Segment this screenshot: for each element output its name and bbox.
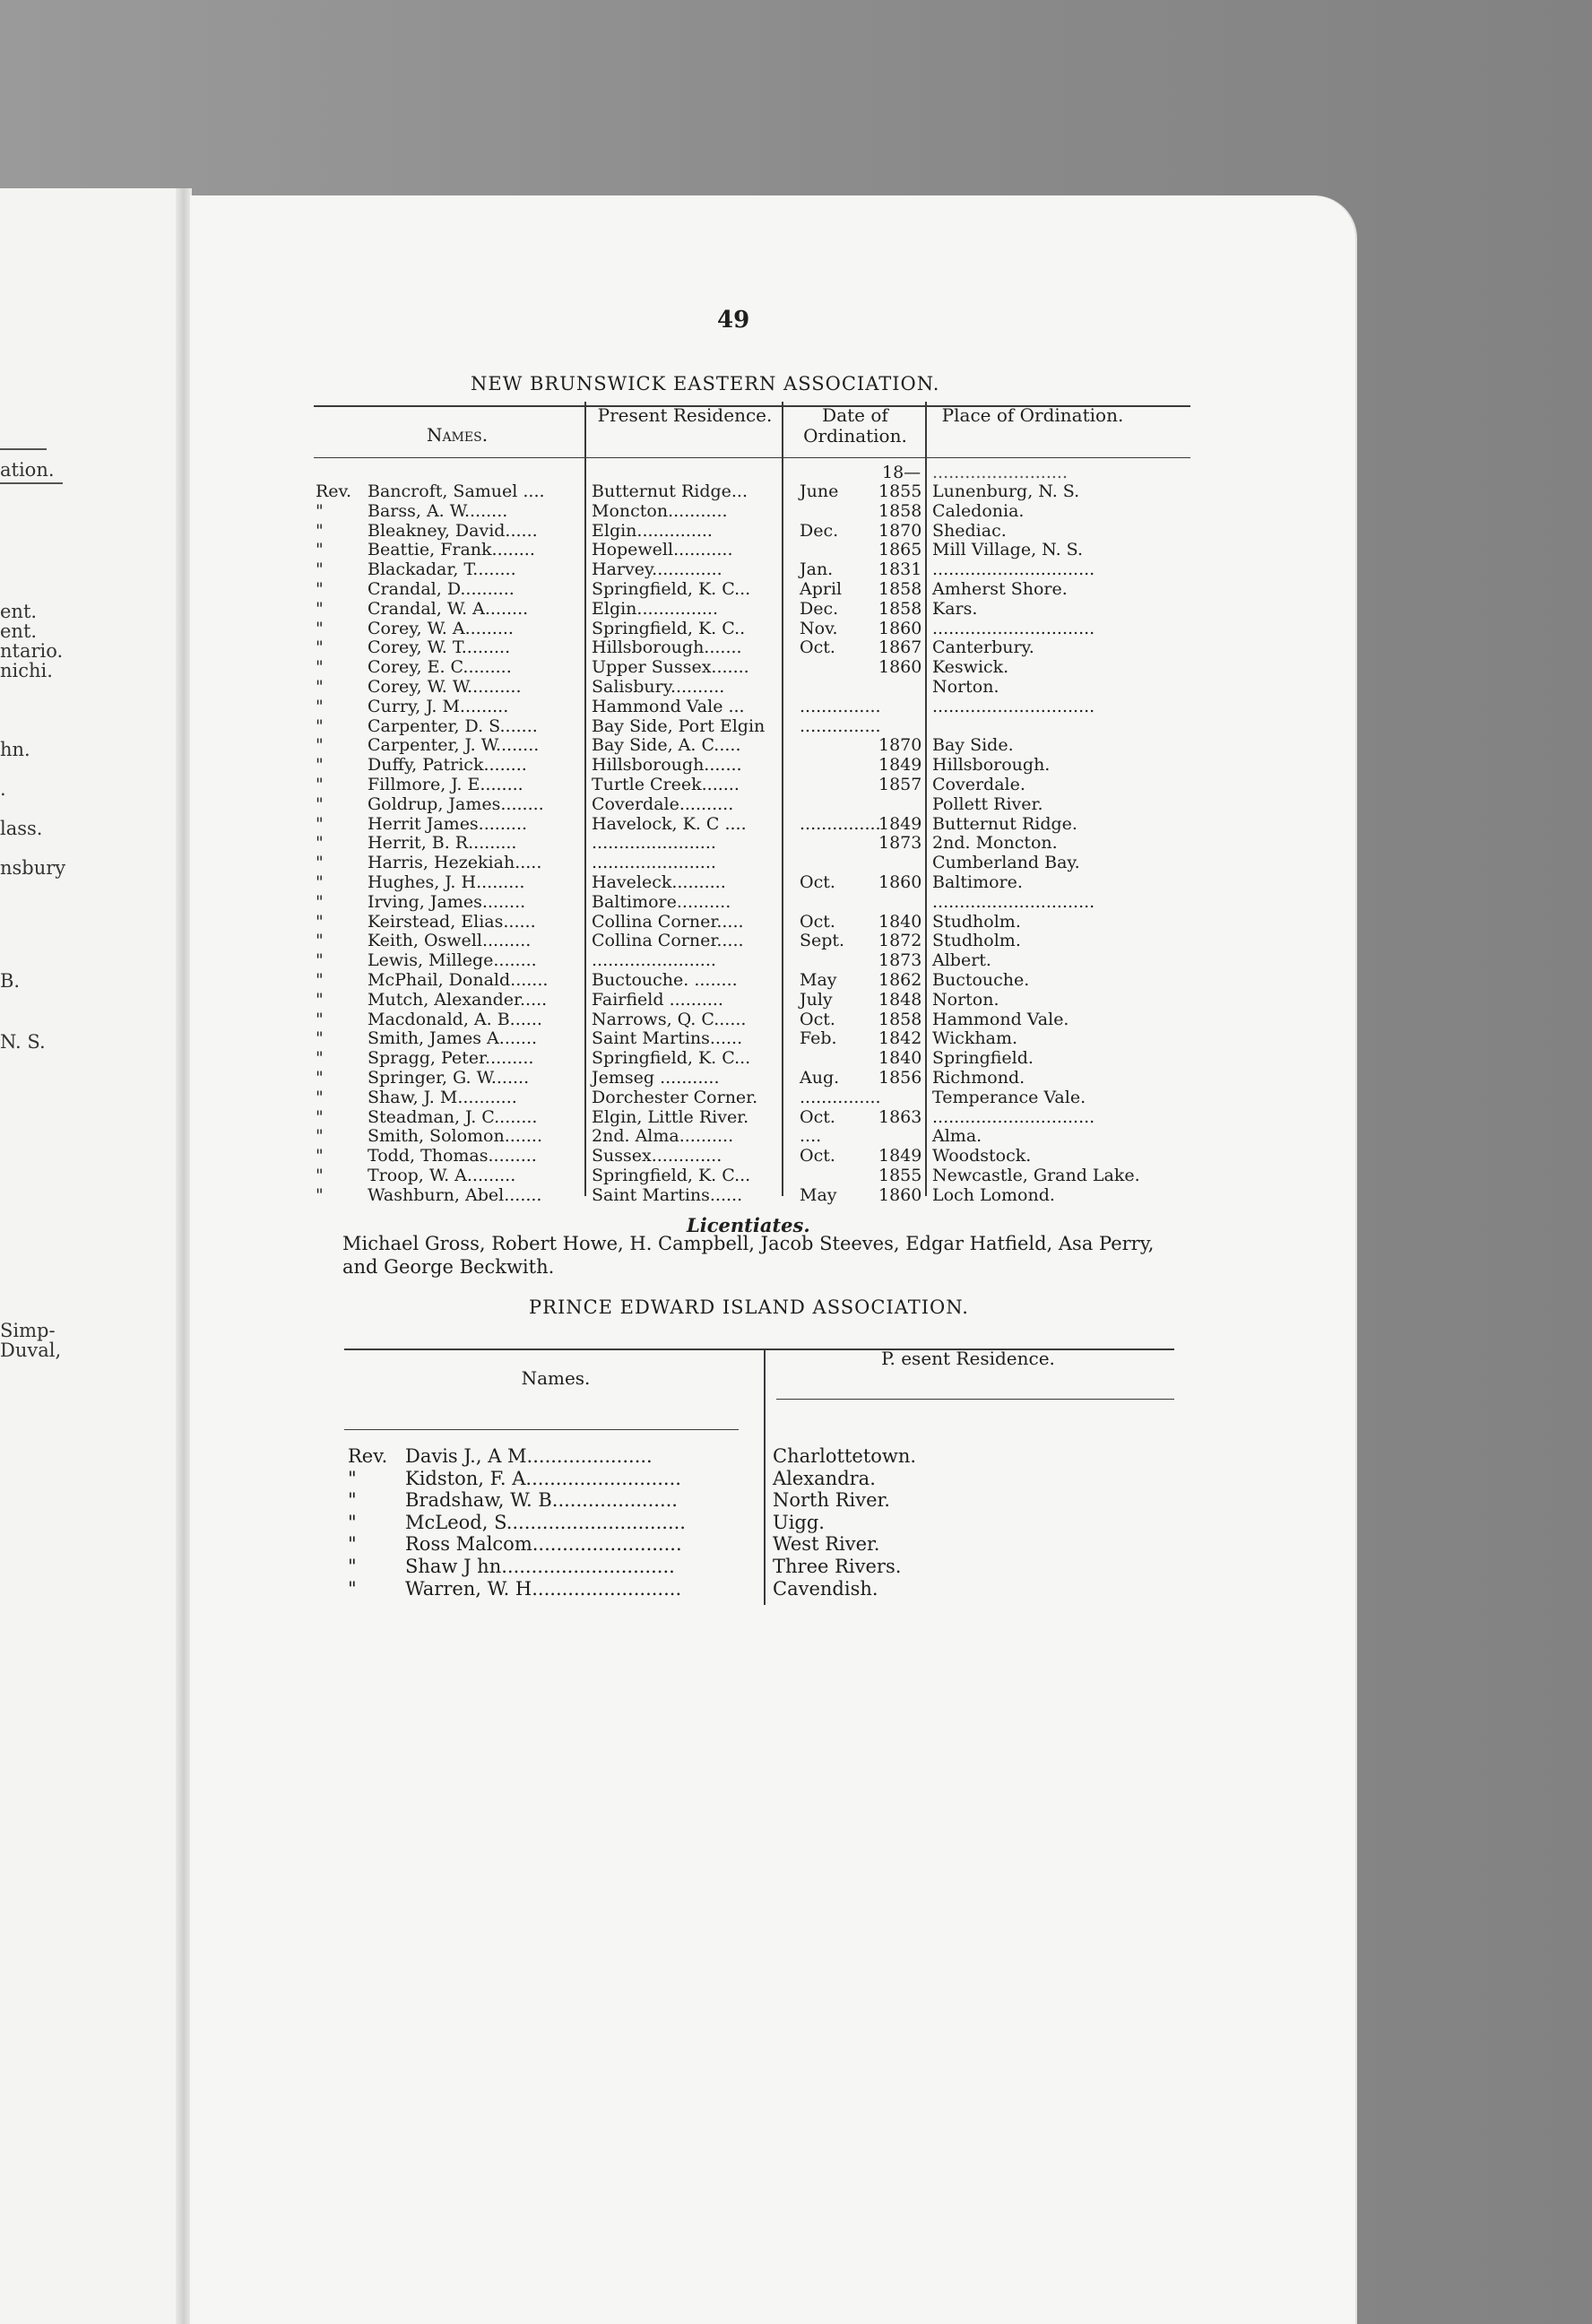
present-residence: Elgin.............. [592,520,713,541]
row-prefix: " [316,578,324,599]
table-row [316,678,1185,698]
row-prefix: " [316,891,324,912]
minister-name: Mutch, Alexander..... [368,989,548,1010]
present-residence: Upper Sussex....... [592,657,749,678]
ordination-place: Richmond. [932,1067,1025,1088]
minister-name: Curry, J. M......... [368,696,509,716]
ordination-year: 1858 [878,1009,922,1029]
row-prefix: Rev. [316,481,352,501]
row-prefix: " [316,696,324,716]
minister-name: Corey, W. W.......... [368,676,522,697]
ordination-place: Newcastle, Grand Lake. [932,1165,1140,1185]
table-row [316,854,1185,873]
row-prefix: " [316,1146,324,1166]
ordination-year: 1856 [878,1067,922,1088]
present-residence: ....................... [592,853,716,873]
page-number: 49 [717,307,750,334]
present-residence: Cavendish. [773,1577,878,1600]
left-fragment: Duval, [0,1340,62,1361]
ordination-month: .... [800,1126,822,1147]
minister-name: Herrit, B. R......... [368,833,517,854]
row-prefix: " [316,1067,324,1088]
ordination-year: 1860 [878,1184,922,1205]
row-prefix: " [316,1165,324,1185]
ordination-month: April [800,578,843,599]
left-page-rule [0,482,63,484]
table-row [316,736,1185,756]
ordination-place: Springfield. [932,1048,1034,1069]
table-row [316,1166,1185,1186]
ordination-year: 1858 [878,500,922,521]
minister-name: Kidston, F. A.......................... [405,1467,681,1489]
table-row [316,541,1185,560]
ordination-place: Keswick. [932,657,1009,678]
table-row [316,717,1185,737]
ordination-year: 1862 [878,969,922,990]
ordination-month: June [800,481,839,501]
nb-table-header-rule [314,457,1190,458]
minister-name: Blackadar, T........ [368,559,516,580]
ordination-year: 1870 [878,520,922,541]
row-prefix: " [316,715,324,736]
ordination-month: July [800,989,833,1010]
ordination-place: Cumberland Bay. [932,853,1080,873]
ordination-year: 1858 [878,578,922,599]
table-row [316,932,1185,951]
ordination-place: Canterbury. [932,637,1034,658]
minister-name: Harris, Hezekiah..... [368,853,542,873]
minister-name: Troop, W. A......... [368,1165,516,1185]
left-fragment: ent. [0,620,38,642]
ordination-month: Jan. [800,559,834,580]
minister-name: Corey, W. T......... [368,637,511,658]
present-residence: Turtle Creek....... [592,774,740,794]
ordination-month: May [800,969,837,990]
minister-name: Crandal, W. A........ [368,598,529,619]
row-prefix: " [316,1028,324,1049]
ordination-year: 1855 [878,481,922,501]
row-prefix: " [316,657,324,678]
minister-name: Smith, Solomon....... [368,1126,543,1147]
minister-name: Smith, James A....... [368,1028,538,1049]
ordination-year: 1855 [878,1165,922,1185]
minister-name: Spragg, Peter......... [368,1048,534,1069]
present-residence: ....................... [592,833,716,854]
table-row [316,991,1185,1010]
ordination-place: Amherst Shore. [932,578,1068,599]
minister-name: Shaw, J. M........... [368,1087,517,1107]
ordination-place: Lunenburg, N. S. [932,481,1080,501]
minister-name: Corey, W. A......... [368,618,514,638]
pei-header-residence: P. esent Residence. [881,1348,1055,1369]
minister-name: Ross Malcom......................... [405,1533,682,1556]
ordination-month: Aug. [800,1067,840,1088]
present-residence: Springfield, K. C... [592,1048,751,1069]
present-residence: Saint Martins...... [592,1028,743,1049]
left-fragment: ation. [0,459,55,481]
ordination-place: Kars. [932,598,978,619]
ordination-place: Coverdale. [932,774,1025,794]
ordination-place: Caledonia. [932,500,1025,521]
ordination-year: 1870 [878,735,922,756]
table-row [316,698,1185,717]
present-residence: Collina Corner..... [592,911,744,932]
ordination-month: Oct. [800,872,835,892]
row-prefix: " [348,1555,357,1577]
table-row [316,834,1185,854]
table-row [316,951,1185,971]
ordination-year: 1872 [878,931,922,951]
left-fragment: ent. [0,601,38,622]
present-residence: Elgin, Little River. [592,1106,749,1127]
row-prefix: " [316,1106,324,1127]
minister-name: Crandal, D.......... [368,578,515,599]
ordination-month: Feb. [800,1028,837,1049]
row-prefix: " [316,853,324,873]
left-fragment: N. S. [0,1031,46,1053]
minister-name: Steadman, J. C........ [368,1106,538,1127]
table-row [316,795,1185,815]
row-prefix: " [316,1009,324,1029]
table-row [316,638,1185,658]
ordination-place: .............................. [932,618,1095,638]
ordination-place: .............................. [932,1106,1095,1127]
row-prefix: " [316,1087,324,1107]
minister-name: Goldrup, James........ [368,793,544,814]
row-prefix: " [316,931,324,951]
ordination-year: 1865 [878,540,922,560]
present-residence: Springfield, K. C... [592,578,751,599]
row-prefix: Rev. [348,1445,388,1467]
left-fragment: lass. [0,818,43,839]
present-residence: Sussex............. [592,1146,722,1166]
minister-name: Carpenter, J. W........ [368,735,540,756]
ordination-year: 1863 [878,1106,922,1127]
left-fragment: B. [0,970,21,992]
table-row [316,658,1185,678]
row-prefix: " [316,520,324,541]
ordination-year: 1860 [878,657,922,678]
row-prefix: " [348,1467,357,1489]
present-residence: Coverdale.......... [592,793,734,814]
ordination-year: 1840 [878,911,922,932]
minister-name: Hughes, J. H......... [368,872,525,892]
present-residence: Dorchester Corner. [592,1087,758,1107]
minister-name: Carpenter, D. S....... [368,715,538,736]
present-residence: Springfield, K. C.. [592,618,746,638]
ordination-year: 1857 [878,774,922,794]
minister-name: Todd, Thomas......... [368,1146,537,1166]
table-row [316,873,1185,893]
ordination-year: 1840 [878,1048,922,1069]
minister-name: Duffy, Patrick........ [368,755,527,776]
left-page-rule [0,448,47,450]
minister-name: Beattie, Frank........ [368,540,535,560]
minister-name: Bleakney, David...... [368,520,538,541]
ordination-year: 1860 [878,872,922,892]
table-row [316,1029,1185,1049]
minister-name: Washburn, Abel....... [368,1184,542,1205]
present-residence: Butternut Ridge... [592,481,748,501]
row-prefix: " [348,1533,357,1556]
ordination-place: Loch Lomond. [932,1184,1055,1205]
row-prefix: " [316,833,324,854]
row-prefix: " [316,559,324,580]
ordination-place: Bay Side. [932,735,1014,756]
ordination-place: Wickham. [932,1028,1018,1049]
minister-name: Lewis, Millege........ [368,950,537,971]
present-residence: Elgin............... [592,598,719,619]
table-row [316,1127,1185,1147]
ordination-place: .............................. [932,559,1095,580]
present-residence: ....................... [592,950,716,971]
minister-name: McPhail, Donald....... [368,969,549,990]
table-row [316,1088,1185,1108]
left-fragment: ntario. [0,640,64,662]
minister-name: Bradshaw, W. B..................... [405,1489,678,1512]
licentiates-heading: Licentiates. [687,1214,810,1236]
table-row [316,913,1185,932]
pei-association-title: PRINCE EDWARD ISLAND ASSOCIATION. [529,1296,969,1318]
row-prefix: " [348,1577,357,1600]
table-row [348,1489,1155,1512]
nb-header-names: Names. [426,424,489,446]
present-residence: Hillsborough....... [592,755,742,776]
present-residence: Alexandra. [773,1467,876,1489]
present-residence: Uigg. [773,1511,825,1533]
ordination-place: Alma. [932,1126,982,1147]
present-residence: Bay Side, A. C..... [592,735,741,756]
present-residence: North River. [773,1489,890,1512]
row-prefix: " [316,774,324,794]
ordination-month: Nov. [800,618,838,638]
table-row [316,756,1185,776]
present-residence: West River. [773,1533,880,1556]
present-residence: Jemseg ........... [592,1067,720,1088]
present-residence: Springfield, K. C... [592,1165,751,1185]
table-row [316,776,1185,795]
table-row [316,1069,1185,1088]
minister-name: Keith, Oswell......... [368,931,532,951]
ordination-year: 1848 [878,989,922,1010]
ordination-place: Albert. [932,950,991,971]
ordination-month: Oct. [800,911,835,932]
minister-name: Davis J., A M..................... [405,1445,653,1467]
minister-name: Bancroft, Samuel .... [368,481,545,501]
table-row [348,1556,1155,1578]
row-prefix: " [316,813,324,834]
minister-name: Corey, E. C......... [368,657,512,678]
ordination-month: ............... [800,696,881,716]
century-prefix: 18— [882,463,921,482]
ordination-place: Buctouche. [932,969,1030,990]
ordination-month: Dec. [800,598,839,619]
left-fragment: nichi. [0,660,53,681]
table-row [316,1186,1185,1206]
ordination-year: 1858 [878,598,922,619]
row-prefix: " [316,950,324,971]
row-prefix: " [316,1184,324,1205]
table-row [316,620,1185,639]
ordination-place: Baltimore. [932,872,1023,892]
ordination-year: 1860 [878,618,922,638]
row-prefix: " [316,989,324,1010]
minister-name: Keirstead, Elias...... [368,911,536,932]
present-residence: Fairfield .......... [592,989,723,1010]
minister-name: Irving, James........ [368,891,526,912]
ordination-place: .............................. [932,891,1095,912]
row-prefix: " [316,500,324,521]
table-row [316,1049,1185,1069]
ordination-month: Oct. [800,1146,835,1166]
minister-name: Macdonald, A. B...... [368,1009,542,1029]
minister-name: Fillmore, J. E........ [368,774,523,794]
present-residence: Salisbury.......... [592,676,725,697]
present-residence: Narrows, Q. C...... [592,1009,747,1029]
ordination-month: ............... [800,813,881,834]
ordination-place: Studholm. [932,931,1021,951]
ordination-year: 1831 [878,559,922,580]
present-residence: Moncton........... [592,500,728,521]
left-fragment: hn. [0,739,30,760]
table-row [316,893,1185,913]
ordination-year: 1849 [878,1146,922,1166]
ordination-year: 1849 [878,755,922,776]
ordination-place: Pollett River. [932,793,1043,814]
table-row [316,482,1185,502]
table-row [316,560,1185,580]
table-row [316,971,1185,991]
ordination-year: 1842 [878,1028,922,1049]
ordination-month: Dec. [800,520,839,541]
table-row [316,600,1185,620]
table-row [316,1010,1185,1030]
row-prefix: " [316,969,324,990]
present-residence: Harvey............. [592,559,722,580]
table-row [316,522,1185,542]
minister-name: Herrit James......... [368,813,528,834]
row-prefix: " [316,755,324,776]
ordination-year: 1867 [878,637,922,658]
ordination-place: Woodstock. [932,1146,1032,1166]
pei-minister-table [348,1445,1155,1600]
nb-header-residence: Present Residence. [597,404,773,426]
row-prefix: " [316,618,324,638]
table-row [348,1512,1155,1534]
ordination-place: Shediac. [932,520,1007,541]
left-fragment: . [0,778,6,800]
pei-header-names: Names. [521,1367,591,1389]
present-residence: Havelock, K. C .... [592,813,747,834]
ordination-month: ............... [800,715,881,736]
row-prefix: " [316,637,324,658]
ordination-month: Oct. [800,637,835,658]
nb-association-title: NEW BRUNSWICK EASTERN ASSOCIATION. [471,373,940,395]
place-dots-first: ......................... [932,463,1068,482]
table-row [348,1578,1155,1600]
nb-minister-table [316,482,1185,1205]
ordination-place: Mill Village, N. S. [932,540,1084,560]
present-residence: Hammond Vale ... [592,696,745,716]
ordination-place: Hillsborough. [932,755,1051,776]
minister-name: McLeod, S.............................. [405,1511,686,1533]
row-prefix: " [348,1511,357,1533]
present-residence: 2nd. Alma.......... [592,1126,734,1147]
minister-name: Warren, W. H......................... [405,1577,682,1600]
table-row [316,580,1185,600]
ordination-year: 1873 [878,833,922,854]
row-prefix: " [316,872,324,892]
ordination-month: Sept. [800,931,845,951]
ordination-place: Hammond Vale. [932,1009,1069,1029]
table-row [316,1108,1185,1128]
pei-header-rule [344,1429,739,1430]
ordination-place: Temperance Vale. [932,1087,1086,1107]
row-prefix: " [316,676,324,697]
ordination-month: May [800,1184,837,1205]
present-residence: Charlottetown. [773,1445,917,1467]
table-row [348,1533,1155,1556]
row-prefix: " [316,735,324,756]
ordination-year: 1849 [878,813,922,834]
minister-name: Shaw J hn............................. [405,1555,675,1577]
present-residence: Haveleck.......... [592,872,726,892]
ordination-place: Studholm. [932,911,1021,932]
pei-header-rule [776,1399,1174,1400]
ordination-year: 1873 [878,950,922,971]
nb-header-place: Place of Ordination. [941,404,1124,426]
present-residence: Hillsborough....... [592,637,742,658]
table-row [348,1468,1155,1490]
row-prefix: " [316,793,324,814]
row-prefix: " [316,540,324,560]
row-prefix: " [316,1126,324,1147]
minister-name: Springer, G. W....... [368,1067,530,1088]
ordination-place: Norton. [932,676,999,697]
present-residence: Baltimore.......... [592,891,731,912]
ordination-place: 2nd. Moncton. [932,833,1058,854]
left-facing-page [0,188,179,2324]
ordination-place: Norton. [932,989,999,1010]
licentiates-text: Michael Gross, Robert Howe, H. Campbell, Jacob Steeves, Edgar Hatfield, Asa Perry, and George Beckwith. [342,1233,1155,1278]
ordination-month: Oct. [800,1009,835,1029]
table-row [348,1445,1155,1468]
left-fragment: Simp- [0,1320,56,1341]
table-row [316,502,1185,522]
ordination-place: Butternut Ridge. [932,813,1077,834]
present-residence: Collina Corner..... [592,931,744,951]
table-row [316,1147,1185,1166]
ordination-place: .............................. [932,696,1095,716]
left-fragment: nsbury [0,857,66,879]
row-prefix: " [348,1489,357,1512]
nb-header-date: Date of Ordination. [803,404,907,447]
row-prefix: " [316,911,324,932]
present-residence: Three Rivers. [773,1555,902,1577]
present-residence: Saint Martins...... [592,1184,743,1205]
table-row [316,815,1185,835]
ordination-month: Oct. [800,1106,835,1127]
minister-name: Barss, A. W........ [368,500,508,521]
row-prefix: " [316,1048,324,1069]
ordination-month: ............... [800,1087,881,1107]
present-residence: Buctouche. ........ [592,969,738,990]
present-residence: Bay Side, Port Elgin [592,715,766,736]
row-prefix: " [316,598,324,619]
present-residence: Hopewell........... [592,540,733,560]
